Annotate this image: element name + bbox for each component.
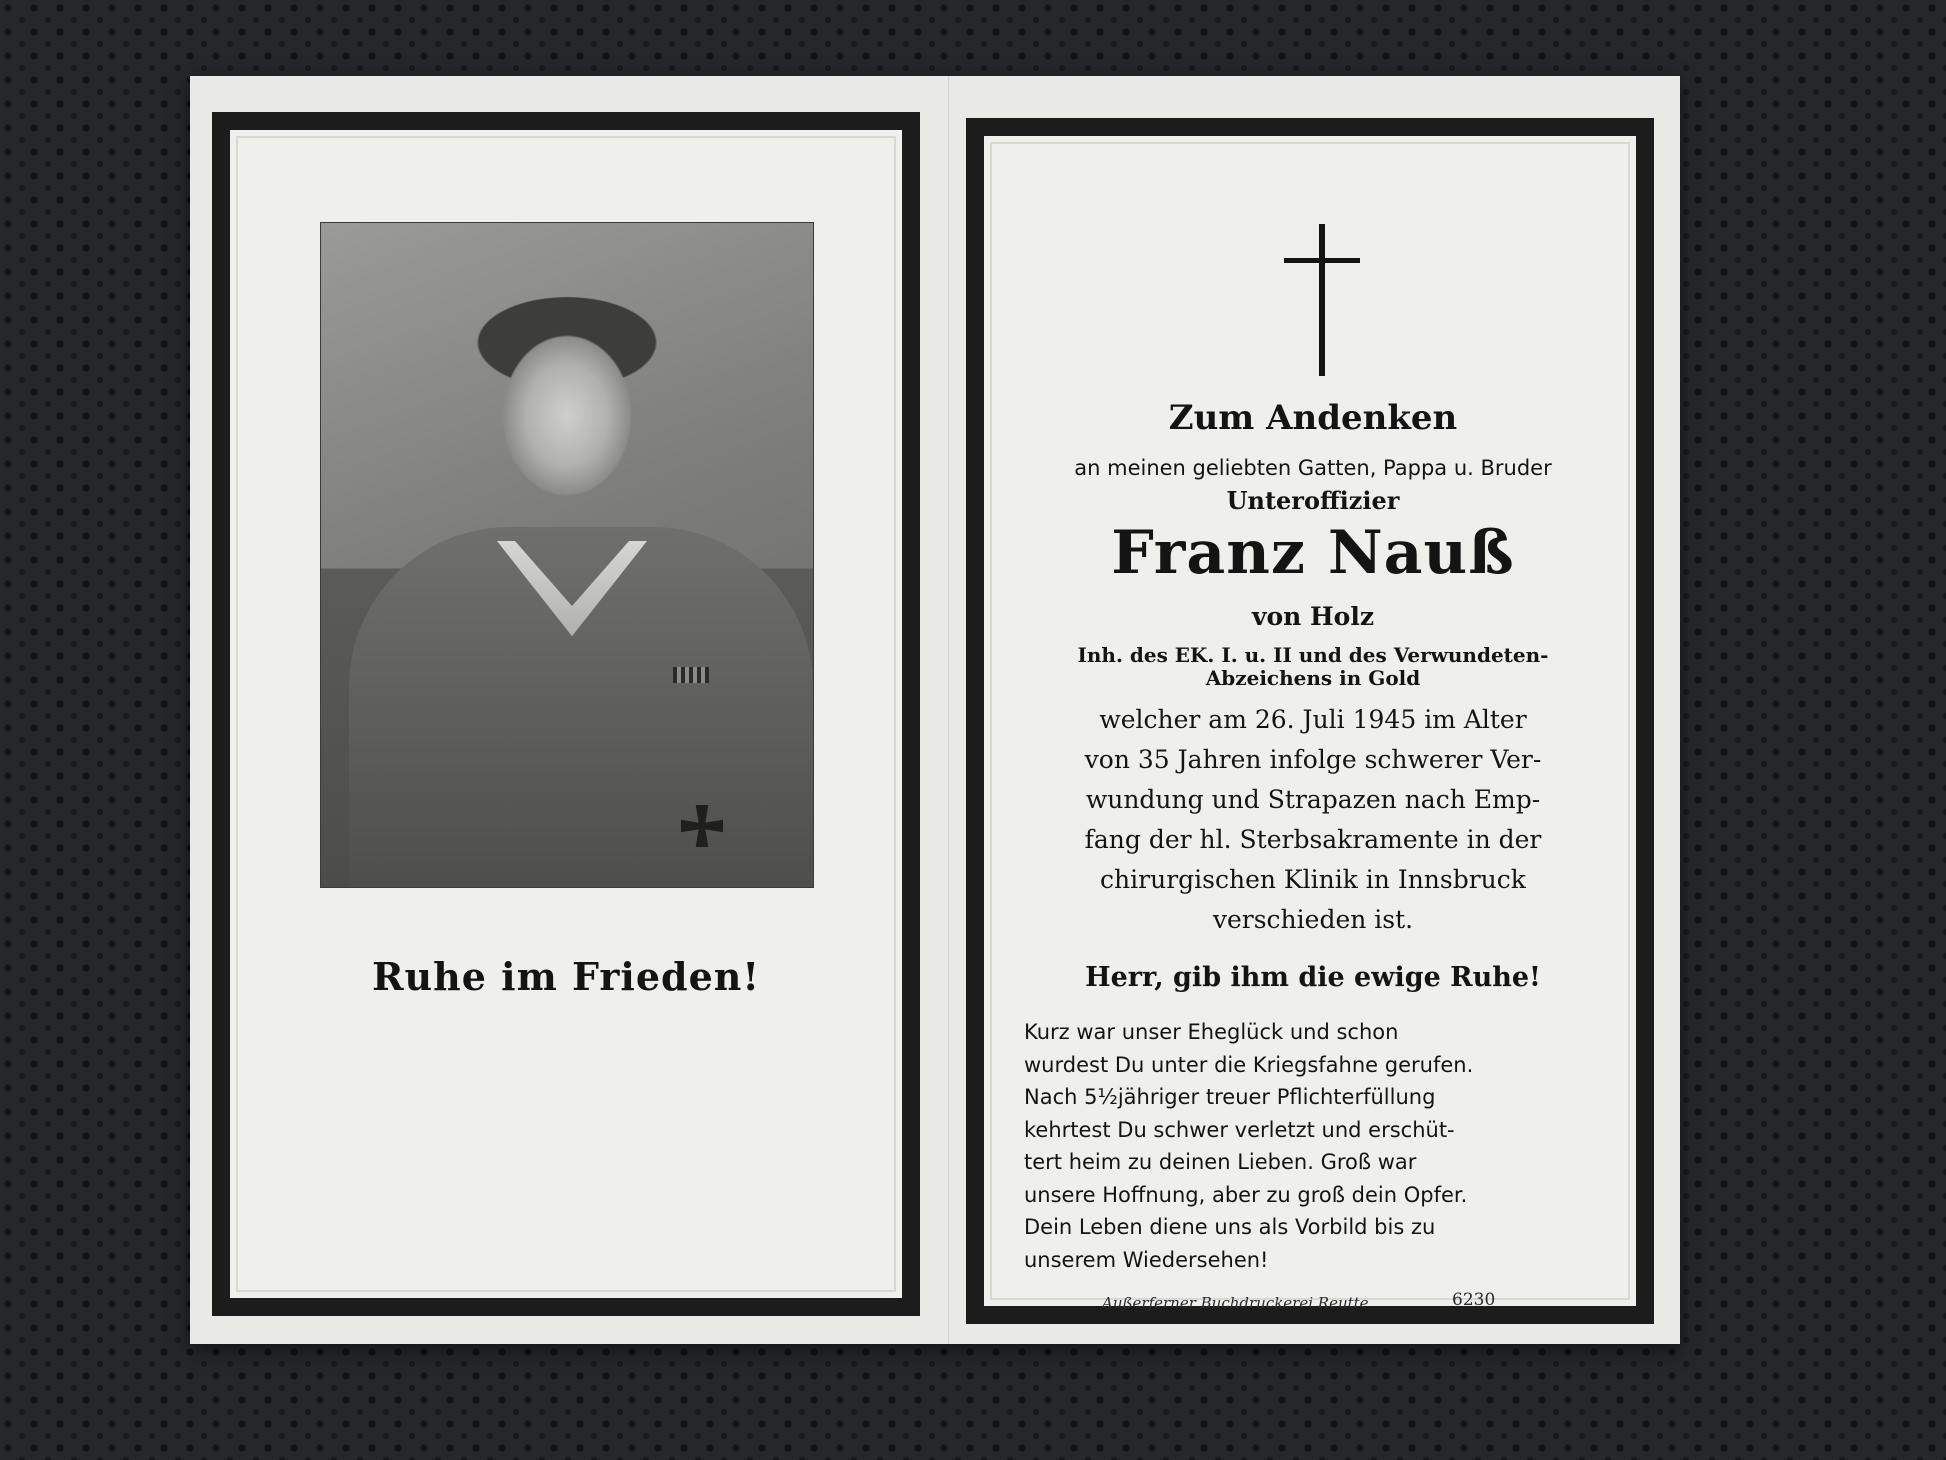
uniform-shape xyxy=(349,527,813,887)
left-panel xyxy=(212,112,920,1316)
death-notice-line: wundung und Strapazen nach Emp- xyxy=(1085,785,1541,814)
death-notice-line: verschieden ist. xyxy=(1212,905,1414,934)
death-notice-line: chirurgischen Klinik in Innsbruck xyxy=(1100,865,1526,894)
decorations-line: Inh. des EK. I. u. II und des Verwundeten- xyxy=(1077,643,1549,667)
ribbon-bar-icon xyxy=(673,667,709,683)
latin-cross-icon xyxy=(1284,224,1360,376)
poem-line: unserem Wiedersehen! xyxy=(1024,1247,1269,1272)
poem-line: wurdest Du unter die Kriegsfahne gerufen. xyxy=(1024,1052,1474,1077)
death-notice xyxy=(1024,700,1602,940)
decorations-text xyxy=(1024,644,1602,690)
printer-credit: Außerferner Buchdruckerei Reutte xyxy=(1102,1294,1369,1312)
prayer-line: Herr, gib ihm die ewige Ruhe! xyxy=(1085,962,1541,993)
print-number: 6230 xyxy=(1452,1290,1496,1310)
decorations-line: Abzeichens in Gold xyxy=(1205,666,1421,690)
origin-line: von Holz xyxy=(1251,602,1375,631)
poem-line: Kurz war unser Eheglück und schon xyxy=(1024,1020,1399,1044)
death-notice-line: fang der hl. Sterbsakramente in der xyxy=(1084,825,1542,854)
rest-in-peace-text: Ruhe im Frieden! xyxy=(371,954,761,999)
rank-title: Unteroffizier xyxy=(1226,486,1400,515)
memorial-card xyxy=(190,76,1680,1344)
memorial-poem xyxy=(1024,1016,1602,1276)
dedication-line: an meinen geliebten Gatten, Pappa u. Bruder xyxy=(1074,456,1552,480)
heading: Zum Andenken xyxy=(1168,398,1458,438)
death-notice-line: von 35 Jahren infolge schwerer Ver- xyxy=(1084,745,1542,774)
poem-line: kehrtest Du schwer verletzt und erschüt- xyxy=(1024,1117,1455,1142)
right-panel xyxy=(966,118,1654,1324)
poem-line: unsere Hoffnung, aber zu groß dein Opfer. xyxy=(1024,1182,1468,1207)
deceased-name: Franz Nauß xyxy=(1111,518,1515,588)
poem-line: Dein Leben diene uns als Vorbild bis zu xyxy=(1024,1215,1436,1239)
death-notice-line: welcher am 26. Juli 1945 im Alter xyxy=(1099,705,1527,734)
poem-line: Nach 5½jähriger treuer Pflichterfüllung xyxy=(1024,1085,1436,1109)
card-fold xyxy=(948,76,950,1344)
soldier-portrait-photo xyxy=(320,222,814,888)
poem-line: tert heim zu deinen Lieben. Groß war xyxy=(1024,1150,1417,1174)
